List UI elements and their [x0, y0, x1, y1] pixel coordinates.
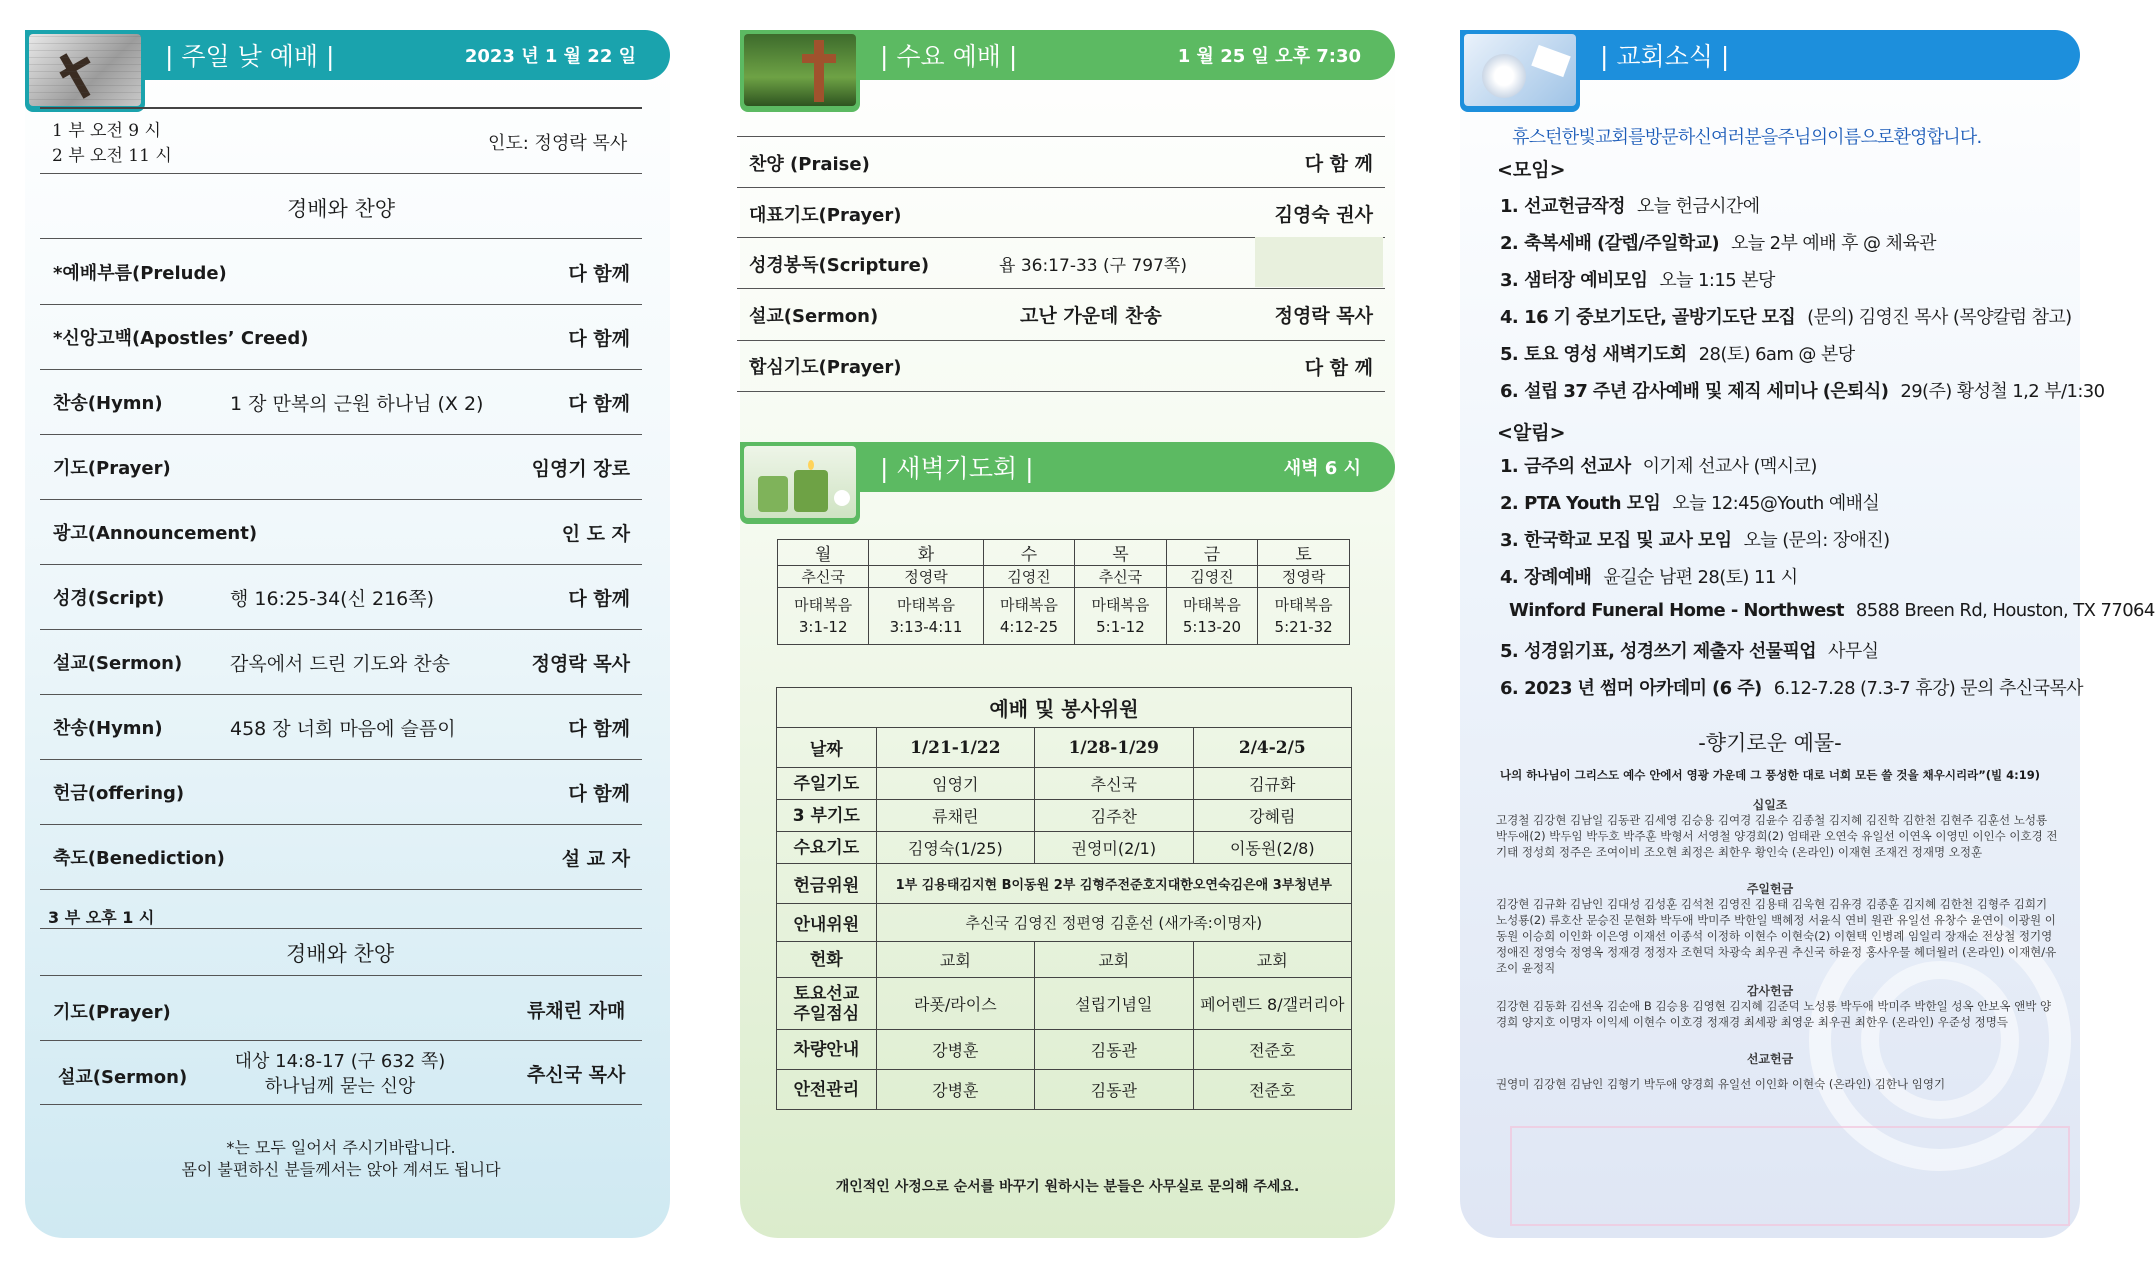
order-label: 설교(Sermon) [749, 305, 879, 327]
highlight-cell [1255, 237, 1383, 287]
duty-role-label: 수요기도 [777, 832, 877, 864]
order-row [737, 340, 1385, 392]
news-item [1500, 637, 1878, 663]
news-item [1500, 526, 1890, 552]
item-number: 6. [1500, 678, 1519, 699]
item-title: 금주의 선교사 [1524, 456, 1631, 477]
item-title: Winford Funeral Home - Northwest [1509, 600, 1844, 621]
news-item [1500, 489, 1879, 515]
item-detail: 오늘 2부 예배 후 @ 체육관 [1730, 233, 1936, 254]
order-leader: 다 함께 [568, 587, 630, 610]
order-row [40, 500, 642, 565]
prayer-3-label: 기도(Prayer) [53, 1002, 171, 1023]
duty-cell: 김규화 [1193, 768, 1351, 800]
verse-range: 3:1-12 [798, 618, 848, 636]
order-row [40, 305, 642, 370]
candles-image [740, 442, 860, 524]
dawn-passage-cell [1166, 588, 1258, 645]
duty-cell: 강병훈 [876, 1030, 1034, 1070]
divider [40, 238, 642, 239]
order-leader: 다 함 께 [1304, 356, 1373, 379]
duty-cell: 추신국 [1035, 768, 1193, 800]
divider [40, 173, 642, 174]
order-row [737, 136, 1385, 188]
order-row [40, 825, 642, 890]
duty-cell: 전준호 [1193, 1070, 1351, 1110]
duty-footnote: 개인적인 사정으로 순서를 바꾸기 원하시는 분들은 사무실로 문의해 주세요. [835, 1179, 1300, 1195]
item-number: 4. [1500, 567, 1519, 588]
dawn-passage-cell [1075, 588, 1166, 645]
order-row [40, 695, 642, 760]
dawn-passage-cell [778, 588, 869, 645]
weekday-cell: 금 [1166, 540, 1258, 566]
order-leader: 임영기 장로 [531, 457, 630, 480]
book-name: 마태복음 [1091, 596, 1150, 614]
duty-row [777, 768, 1352, 800]
dawn-passage-cell [869, 588, 983, 645]
order-leader: 다 함께 [568, 717, 630, 740]
order-row [40, 435, 642, 500]
wednesday-title: | 수요 예배 | [880, 42, 1018, 71]
offering-committee-members: 1부 김용태김지현 B이동원 2부 김형주전준호지대한오연숙김은애 3부청년부 [876, 864, 1351, 904]
news-item [1500, 229, 1936, 255]
order-leader: 정영락 목사 [1274, 305, 1373, 327]
item-detail: 29(주) 황성철 1,2 부/1:30 [1900, 381, 2105, 402]
news-item [1500, 563, 1798, 589]
dawn-leader-cell: 추신국 [1075, 566, 1166, 588]
order-leader: 설 교 자 [561, 847, 630, 870]
news-item [1500, 452, 1817, 478]
item-number: 2. [1500, 233, 1519, 254]
item-title: 16 기 중보기도단, 골방기도단 모집 [1524, 307, 1796, 328]
item-title: 설립 37 주년 감사예배 및 제직 세미나 (은퇴식) [1524, 381, 1889, 402]
order-label: *신앙고백(Apostles’ Creed) [53, 328, 309, 349]
order-label: *예배부름(Prelude) [53, 263, 227, 284]
decorative-grid [1510, 1126, 2070, 1226]
dawn-leader-cell: 김영진 [983, 566, 1075, 588]
duty-cell: 권영미(2/1) [1035, 832, 1193, 864]
duty-cell: 설립기념일 [1035, 978, 1193, 1030]
duty-role-label: 차량안내 [777, 1030, 877, 1070]
news-item [1509, 600, 2155, 621]
order-leader: 다 함께 [568, 262, 630, 285]
service-2-time: 2 부 오전 11 시 [52, 146, 172, 166]
duty-header-cell: 날짜 [777, 728, 877, 768]
order-row [40, 565, 642, 630]
item-title: 2023 년 썸머 아카데미 (6 주) [1524, 678, 1762, 699]
dawn-leader-cell: 정영락 [1258, 566, 1350, 588]
order-row [737, 288, 1385, 340]
item-detail: 윤길순 남편 28(토) 11 시 [1603, 567, 1798, 588]
dawn-leader-cell: 정영락 [869, 566, 983, 588]
item-number: 6. [1500, 381, 1519, 402]
duty-row [777, 1030, 1352, 1070]
duty-header-cell: 1/21-1/22 [876, 728, 1034, 768]
duty-role-label: 안전관리 [777, 1070, 877, 1110]
duty-row [777, 1070, 1352, 1110]
mission-offering-title: 선교헌금 [1746, 1052, 1794, 1066]
order-label: 대표기도(Prayer) [749, 204, 902, 226]
section-praise-worship-3: 경배와 찬양 [285, 942, 395, 966]
order-row [40, 760, 642, 825]
item-title: 토요 영성 새벽기도회 [1524, 344, 1687, 365]
verse-range: 5:13-20 [1182, 618, 1242, 636]
notices-heading: <알림> [1497, 422, 1566, 444]
duty-header-cell: 1/28-1/29 [1035, 728, 1193, 768]
order-detail: 458 장 너희 마음에 슬픔이 [230, 717, 456, 740]
seated-note: 몸이 불편하신 분들께서는 앉아 계셔도 됩니다 [181, 1160, 501, 1179]
weekday-cell: 월 [778, 540, 869, 566]
divider [40, 1104, 642, 1105]
sermon-3-preacher: 추신국 목사 [527, 1064, 626, 1086]
usher-committee-members: 추신국 김영진 정편영 김훈선 (새가족:이명자) [876, 904, 1351, 942]
duty-cell: 임영기 [876, 768, 1034, 800]
bible-cross-image [25, 30, 145, 112]
offering-section-title: -향기로운 예물- [1698, 731, 1842, 755]
duty-cell: 이동원(2/8) [1193, 832, 1351, 864]
dawn-passage-cell [1258, 588, 1350, 645]
order-row [40, 630, 642, 695]
duty-role-label: 주일기도 [777, 768, 877, 800]
sunday-offering-donors: 김강현 김규화 김남인 김대성 김성훈 김석천 김영진 김용태 김욱현 김유경 김종훈 김지혜 김한천 김형주 김희기 노성룡(2) 류호산 문승진 문현화 박두애 박미주 박한일 백혜정 서윤식 연비 원관 유일선 유창수 윤연이 이광원 이동원 이승희 이인화 이은영 이재선 이종석 이정하 이현수 이현숙(2) 이현택 인병례 임일리 장재순 전상철 정기영 정애진 정영숙 정영옥 정재경 정정자 조현덕 차광숙 최우권 추신국 하윤정 홍사우물 헤더월러 (온라인) 이재현/유조이 윤정직 [1496, 897, 2057, 975]
order-row [40, 370, 642, 435]
item-number: 2. [1500, 493, 1519, 514]
item-title: 샘터장 예비모임 [1524, 270, 1648, 291]
sunday-top-rule [40, 107, 642, 109]
order-label: 축도(Benediction) [53, 848, 225, 869]
dawn-leader-cell: 추신국 [778, 566, 869, 588]
duty-cell: 교회 [1035, 942, 1193, 978]
weekday-cell: 목 [1075, 540, 1166, 566]
duty-row [777, 978, 1352, 1030]
sunday-date: 2023 년 1 월 22 일 [464, 46, 636, 67]
item-title: 성경읽기표, 성경쓰기 제출자 선물픽업 [1524, 641, 1817, 662]
item-detail: 오늘 (문의: 장애진) [1743, 530, 1890, 551]
book-name: 마태복음 [1274, 596, 1333, 614]
usher-committee-label: 안내위원 [777, 904, 877, 942]
order-label: 헌금(offering) [53, 783, 185, 804]
order-label: 합심기도(Prayer) [749, 357, 902, 378]
item-number: 4. [1500, 307, 1519, 328]
wooden-cross-image [740, 30, 860, 112]
sunday-title: | 주일 낮 예배 | [165, 42, 335, 71]
order-label: 찬송(Hymn) [53, 393, 163, 414]
news-item [1500, 266, 1775, 292]
order-detail: 행 16:25-34(신 216쪽) [230, 587, 435, 610]
order-row [737, 187, 1385, 239]
news-item [1500, 303, 2072, 329]
item-detail: (문의) 김영진 목사 (목양칼럼 참고) [1807, 307, 2072, 328]
item-number: 3. [1500, 270, 1519, 291]
duty-role-label: 토요선교 주일점심 [777, 978, 877, 1030]
duty-row [777, 800, 1352, 832]
mission-offering-donors: 권영미 김강현 김남인 김형기 박두애 양경희 유일선 이인화 이현숙 (온라인) 김한나 임영기 [1496, 1077, 1946, 1091]
duty-role-label: 헌화 [777, 942, 877, 978]
item-title: PTA Youth 모임 [1524, 493, 1661, 514]
news-item [1500, 377, 2105, 403]
dawn-prayer-schedule [777, 539, 1350, 645]
item-detail: 사무실 [1828, 641, 1879, 662]
duty-row [777, 832, 1352, 864]
item-detail: 6.12-7.28 (7.3-7 휴강) 문의 추신국목사 [1773, 678, 2083, 699]
divider [40, 1040, 642, 1041]
duty-row [777, 942, 1352, 978]
order-label: 설교(Sermon) [53, 653, 183, 674]
order-leader: 다 함 께 [1304, 153, 1373, 175]
book-name: 마태복음 [896, 596, 955, 614]
order-row [40, 240, 642, 305]
order-label: 성경(Script) [53, 588, 165, 609]
book-name: 마태복음 [794, 596, 853, 614]
duty-cell: 김영숙(1/25) [876, 832, 1034, 864]
flower-card-image [1460, 30, 1580, 112]
item-detail: 오늘 1:15 본당 [1659, 270, 1775, 291]
duty-roster-title: 예배 및 봉사위원 [777, 688, 1352, 728]
verse-range: 4:12-25 [999, 618, 1059, 636]
dawn-leader-cell: 김영진 [1166, 566, 1258, 588]
item-number: 5. [1500, 641, 1519, 662]
dawn-time: 새벽 6 시 [1283, 458, 1361, 479]
order-detail: 욥 36:17-33 (구 797쪽) [999, 256, 1187, 276]
order-label: 찬양 (Praise) [749, 153, 870, 175]
duty-roster-table [776, 687, 1352, 1110]
prayer-3-leader: 류채린 자매 [527, 1000, 626, 1022]
order-detail: 1 장 만복의 근원 하나님 (X 2) [230, 392, 484, 415]
order-label: 광고(Announcement) [53, 523, 258, 544]
news-item [1500, 340, 1855, 366]
news-title: | 교회소식 | [1600, 42, 1730, 71]
wednesday-time: 1 월 25 일 오후 7:30 [1177, 46, 1361, 67]
duty-cell: 강혜림 [1193, 800, 1351, 832]
thanks-offering-donors: 김강현 김동화 김선옥 김순애 B 김승용 김영현 김지혜 김준덕 노성룡 박두애 박미주 박한일 성옥 안보옥 앤박 양경희 양지호 이명자 이익세 이현수 이호경 정재경 최세광 최영운 최우권 최한우 (온라인) 우준성 정명득 [1496, 999, 2052, 1029]
verse-range: 5:1-12 [1096, 618, 1145, 636]
welcome-message: 휴스턴한빛교회를방문하신여러분을주님의이름으로환영합니다. [1512, 127, 1982, 148]
item-detail: 오늘 헌금시간에 [1636, 196, 1760, 217]
tithe-title: 십일조 [1752, 798, 1788, 812]
weekday-cell: 토 [1258, 540, 1350, 566]
dawn-title: | 새벽기도회 | [880, 454, 1034, 483]
duty-cell: 김동관 [1035, 1070, 1193, 1110]
item-detail: 28(토) 6am @ 본당 [1698, 344, 1855, 365]
sermon-3-title: 하나님께 묻는 신앙 [264, 1076, 416, 1097]
order-label: 찬송(Hymn) [53, 718, 163, 739]
order-leader: 정영락 목사 [531, 652, 630, 675]
sermon-3-scripture: 대상 14:8-17 (구 632 쪽) [234, 1051, 446, 1072]
sermon-3-label: 설교(Sermon) [58, 1067, 188, 1088]
duty-cell: 김주찬 [1035, 800, 1193, 832]
duty-cell: 교회 [876, 942, 1034, 978]
verse-range: 5:21-32 [1274, 618, 1333, 636]
item-detail: 8588 Breen Rd, Houston, TX 77064 [1855, 600, 2155, 621]
order-label: 성경봉독(Scripture) [749, 254, 930, 276]
divider [40, 975, 642, 976]
weekday-cell: 화 [869, 540, 983, 566]
offering-committee-label: 헌금위원 [777, 864, 877, 904]
item-detail: 이기제 선교사 (멕시코) [1642, 456, 1817, 477]
meetings-heading: <모임> [1497, 159, 1566, 181]
book-name: 마태복음 [999, 596, 1058, 614]
section-praise-worship: 경배와 찬양 [286, 197, 396, 221]
item-title: 장례예배 [1524, 567, 1592, 588]
order-leader: 다 함께 [568, 782, 630, 805]
item-title: 한국학교 모집 및 교사 모임 [1524, 530, 1732, 551]
sunday-offering-title: 주일헌금 [1746, 882, 1794, 896]
item-number: 5. [1500, 344, 1519, 365]
news-item [1500, 674, 2083, 700]
duty-cell: 라폿/라이스 [876, 978, 1034, 1030]
item-number: 1. [1500, 456, 1519, 477]
duty-cell: 교회 [1193, 942, 1351, 978]
divider [40, 928, 642, 929]
tithe-donors: 고경철 김강현 김남일 김동관 김세영 김승용 김여경 김윤수 김종철 김지혜 김진학 김한천 김현주 김훈선 노성룡 박두애(2) 박두임 박두호 박주훈 박형서 서영철 양경희(2) 엄태관 오연숙 유일선 이연옥 이영민 이인수 이호경 전기태 정성희 정주은 조여이비 조오현 최정은 최한우 황인숙 (온라인) 이재현 조재건 정재명 오정훈 [1496, 813, 2058, 859]
order-leader: 다 함께 [568, 392, 630, 415]
duty-cell: 김동관 [1035, 1030, 1193, 1070]
offering-verse: 나의 하나님이 그리스도 예수 안에서 영광 가운데 그 풍성한 대로 너희 모든 쓸 것을 채우시리라”(빌 4:19) [1500, 768, 2040, 782]
order-leader: 인 도 자 [561, 522, 630, 545]
order-leader: 김영숙 권사 [1274, 204, 1373, 226]
order-detail: 고난 가운데 찬송 [1020, 305, 1162, 327]
verse-range: 3:13-4:11 [889, 618, 963, 636]
duty-role-label: 3 부기도 [777, 800, 877, 832]
duty-cell: 강병훈 [876, 1070, 1034, 1110]
duty-cell: 류채린 [876, 800, 1034, 832]
duty-header-cell: 2/4-2/5 [1193, 728, 1351, 768]
dawn-passage-cell [983, 588, 1075, 645]
service-leader: 인도: 정영락 목사 [488, 133, 628, 154]
order-detail: 감옥에서 드린 기도와 찬송 [230, 652, 451, 675]
service-1-time: 1 부 오전 9 시 [52, 121, 161, 141]
weekday-cell: 수 [983, 540, 1075, 566]
item-detail: 오늘 12:45@Youth 예배실 [1672, 493, 1880, 514]
duty-cell: 페어렌드 8/갤러리아 [1193, 978, 1351, 1030]
item-number: 3. [1500, 530, 1519, 551]
thanks-offering-title: 감사헌금 [1746, 984, 1794, 998]
item-title: 축복세배 (갈렙/주일학교) [1524, 233, 1719, 254]
order-label: 기도(Prayer) [53, 458, 171, 479]
item-number: 1. [1500, 196, 1519, 217]
duty-cell: 전준호 [1193, 1030, 1351, 1070]
news-item [1500, 192, 1760, 218]
standing-note: *는 모두 일어서 주시기바랍니다. [226, 1138, 456, 1157]
book-name: 마태복음 [1182, 596, 1241, 614]
item-title: 선교헌금작정 [1524, 196, 1625, 217]
service-3-time: 3 부 오후 1 시 [48, 908, 155, 927]
order-leader: 다 함께 [568, 327, 630, 350]
